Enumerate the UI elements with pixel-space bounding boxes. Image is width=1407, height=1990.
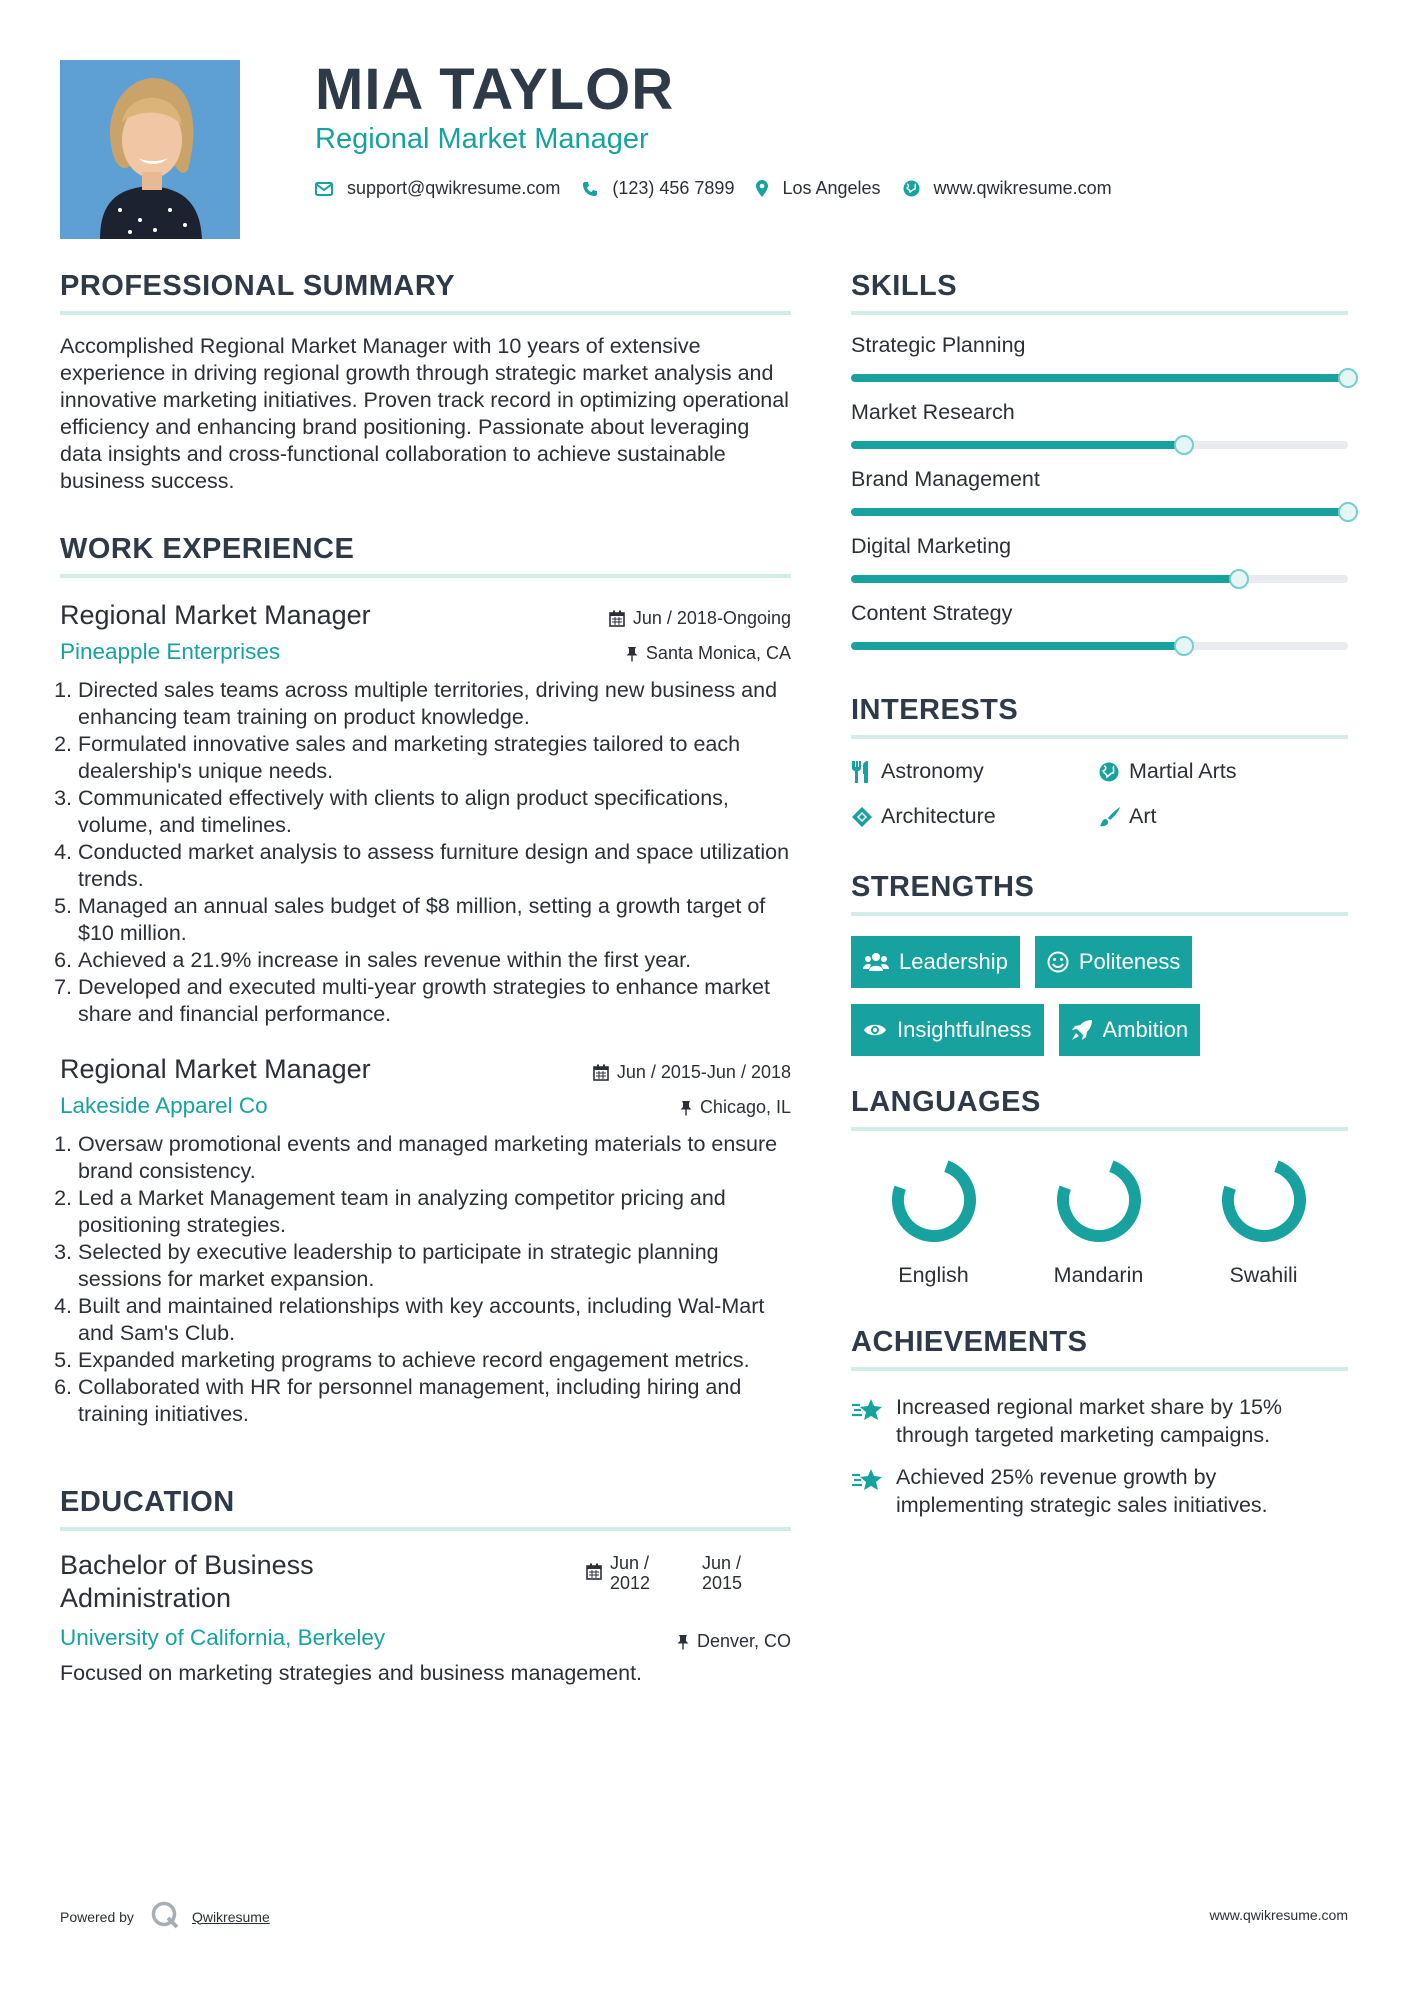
calendar-icon — [609, 610, 625, 627]
education-location — [677, 1631, 791, 1652]
education-heading: EDUCATION — [60, 1486, 791, 1531]
language-ring-arc — [898, 1166, 970, 1236]
envelope-icon — [315, 182, 333, 196]
experience-heading: WORK EXPERIENCE — [60, 533, 791, 578]
interest-label: Art — [1129, 804, 1157, 828]
job-company: Pineapple Enterprises — [60, 639, 281, 664]
duty-item: 1. Oversaw promotional events and managed marketing materials to ensure brand consistency. — [78, 1131, 791, 1185]
contact-website[interactable]: www.qwikresume.com — [933, 178, 1112, 198]
job-duties — [60, 677, 791, 1028]
strength-badge — [1035, 936, 1193, 988]
qwikresume-logo-icon — [150, 1900, 180, 1933]
school-name: University of California, Berkeley — [60, 1625, 386, 1650]
duty-item: 5. Managed an annual sales budget of $8 million, setting a growth target of $10 million. — [78, 893, 791, 947]
degree-title: Bachelor of Business Administration — [60, 1550, 314, 1613]
skill-track — [851, 508, 1348, 516]
duty-item: 3. Selected by executive leadership to participate in strategic planning sessions for market expansion. — [78, 1239, 791, 1293]
duty-item: 2. Formulated innovative sales and marketing strategies tailored to each dealership's unique needs. — [78, 731, 791, 785]
strengths-list — [851, 936, 1348, 1056]
skill-fill — [851, 374, 1348, 382]
skill-item — [851, 333, 1348, 382]
language-ring — [889, 1155, 979, 1245]
education-entry — [60, 1549, 791, 1686]
education-dates — [586, 1553, 772, 1593]
candidate-role: Regional Market Manager — [315, 123, 649, 155]
duty-item: 1. Directed sales teams across multiple territories, driving new business and enhancing team training on product knowledge. — [78, 677, 791, 731]
language-label: Mandarin — [1053, 1263, 1144, 1287]
job-title: Regional Market Manager — [60, 1054, 371, 1084]
skill-label: Market Research — [851, 400, 1015, 424]
job-location — [626, 643, 791, 664]
strength-label: Leadership — [899, 949, 1008, 974]
interest-label: Martial Arts — [1129, 759, 1237, 783]
language-item — [1016, 1155, 1181, 1288]
skill-fill — [851, 508, 1348, 516]
language-item — [851, 1155, 1016, 1288]
rocket-icon — [1071, 1019, 1093, 1041]
summary-heading: PROFESSIONAL SUMMARY — [60, 270, 791, 315]
languages-heading: LANGUAGES — [851, 1086, 1348, 1131]
right-column — [851, 270, 1348, 1533]
skill-knob — [1174, 435, 1194, 455]
skill-label: Brand Management — [851, 467, 1040, 491]
skill-knob — [1338, 368, 1358, 388]
utensils-icon — [851, 761, 881, 783]
job-location-text: Santa Monica, CA — [645, 643, 791, 663]
job-location-text: Chicago, IL — [699, 1097, 791, 1117]
duty-item: 5. Expanded marketing programs to achieve record engagement metrics. — [78, 1347, 791, 1374]
language-ring-arc — [1063, 1166, 1135, 1236]
job-company: Lakeside Apparel Co — [60, 1093, 268, 1118]
skill-item — [851, 400, 1348, 449]
powered-by-label: Powered by — [60, 1908, 134, 1925]
duty-item: 7. Developed and executed multi-year growth strategies to enhance market share and financial performance. — [78, 974, 791, 1028]
education-end: Jun / 2015 — [702, 1553, 743, 1593]
globe-icon — [1099, 762, 1129, 782]
users-icon — [863, 952, 889, 972]
duty-item: 4. Built and maintained relationships with key accounts, including Wal-Mart and Sam's Club. — [78, 1293, 791, 1347]
paintbrush-icon — [1099, 806, 1129, 828]
left-column — [60, 270, 791, 1686]
skill-track — [851, 642, 1348, 650]
ticket-icon — [851, 806, 881, 828]
strength-badge — [851, 936, 1020, 988]
globe-icon — [903, 180, 920, 197]
duty-item: 2. Led a Market Management team in analyzing competitor pricing and positioning strategies. — [78, 1185, 791, 1239]
phone-icon — [582, 181, 598, 197]
education-location-text: Denver, CO — [696, 1631, 791, 1651]
interest-item — [851, 759, 1099, 784]
calendar-icon — [593, 1064, 609, 1081]
skill-label: Digital Marketing — [851, 534, 1012, 558]
duty-item: 4. Conducted market analysis to assess furniture design and space utilization trends. — [78, 839, 791, 893]
interest-item — [1099, 759, 1347, 784]
skill-label: Content Strategy — [851, 601, 1013, 625]
interest-item — [1099, 804, 1347, 829]
education-description: Focused on marketing strategies and business management. — [60, 1661, 643, 1685]
skills-list — [851, 333, 1348, 650]
strength-label: Politeness — [1078, 949, 1181, 974]
interest-label: Astronomy — [881, 759, 984, 783]
duty-item: 3. Communicated effectively with clients to align product specifications, volume, and timelines. — [78, 785, 791, 839]
achievements-list — [851, 1393, 1348, 1519]
interests-list — [851, 759, 1348, 829]
strength-label: Ambition — [1102, 1017, 1189, 1042]
pushpin-icon — [680, 1100, 692, 1116]
strength-badge — [1059, 1004, 1201, 1056]
skill-knob — [1174, 636, 1194, 656]
footer-powered-by — [60, 1900, 270, 1933]
skill-item — [851, 601, 1348, 650]
job-dates-text: Jun / 2018-Ongoing — [632, 608, 791, 628]
smile-icon — [1047, 951, 1069, 973]
skill-fill — [851, 441, 1184, 449]
job-dates — [593, 1062, 791, 1083]
education-start: Jun / 2012 — [610, 1553, 651, 1593]
contact-email[interactable]: support@qwikresume.com — [347, 178, 561, 198]
contact-location: Los Angeles — [782, 178, 881, 198]
skills-heading: SKILLS — [851, 270, 1348, 315]
summary-text: Accomplished Regional Market Manager with 10 years of extensive experience in driving regional growth through strategic market analysis and innovative marketing initiatives. Proven track record in optimizing operational efficiency and enhancing brand positioning. Passionate about leveraging data insights and cross-functional collaboration to achieve sustainable business success. — [60, 334, 789, 493]
job-dates-text: Jun / 2015-Jun / 2018 — [616, 1062, 791, 1082]
language-ring — [1054, 1155, 1144, 1245]
job-entry — [60, 600, 791, 1028]
candidate-name: MIA TAYLOR — [315, 57, 675, 122]
job-duties — [60, 1131, 791, 1428]
contact-phone[interactable]: (123) 456 7899 — [612, 178, 735, 198]
achievement-item — [851, 1393, 1348, 1449]
language-ring-arc — [1228, 1166, 1300, 1236]
interest-label: Architecture — [881, 804, 996, 828]
achievement-text: Achieved 25% revenue growth by implementing strategic sales initiatives. — [896, 1465, 1268, 1517]
shooting-star-icon — [851, 1393, 896, 1449]
language-label: English — [898, 1263, 969, 1287]
job-location — [680, 1097, 791, 1118]
languages-list — [851, 1155, 1348, 1288]
calendar-icon — [586, 1563, 602, 1580]
language-ring — [1219, 1155, 1309, 1245]
strength-label: Insightfulness — [897, 1017, 1032, 1042]
skill-knob — [1229, 569, 1249, 589]
skill-track — [851, 575, 1348, 583]
job-entry — [60, 1054, 791, 1428]
duty-item: 6. Collaborated with HR for personnel management, including hiring and training initiatives. — [78, 1374, 791, 1428]
interest-item — [851, 804, 1099, 829]
job-dates — [609, 608, 791, 629]
achievement-item — [851, 1463, 1348, 1519]
achievement-text: Increased regional market share by 15% through targeted marketing campaigns. — [896, 1395, 1283, 1447]
map-pin-icon — [756, 180, 768, 197]
profile-photo — [60, 60, 240, 239]
pushpin-icon — [677, 1634, 689, 1650]
job-title: Regional Market Manager — [60, 600, 371, 630]
skill-fill — [851, 642, 1184, 650]
duty-item: 6. Achieved a 21.9% increase in sales revenue within the first year. — [78, 947, 791, 974]
shooting-star-icon — [851, 1463, 896, 1519]
pushpin-icon — [626, 646, 638, 662]
skill-label: Strategic Planning — [851, 333, 1026, 357]
contact-bar — [315, 178, 1134, 199]
eye-icon — [863, 1022, 887, 1038]
skill-item — [851, 534, 1348, 583]
language-item — [1181, 1155, 1346, 1288]
skill-track — [851, 374, 1348, 382]
skill-fill — [851, 575, 1239, 583]
strength-badge — [851, 1004, 1044, 1056]
qwikresume-link[interactable]: Qwikresume — [191, 1908, 270, 1925]
strengths-heading: STRENGTHS — [851, 871, 1348, 916]
skill-knob — [1338, 502, 1358, 522]
footer-site[interactable]: www.qwikresume.com — [1209, 1907, 1348, 1923]
skill-item — [851, 467, 1348, 516]
interests-heading: INTERESTS — [851, 694, 1348, 739]
language-label: Swahili — [1229, 1263, 1298, 1287]
skill-track — [851, 441, 1348, 449]
achievements-heading: ACHIEVEMENTS — [851, 1326, 1348, 1371]
